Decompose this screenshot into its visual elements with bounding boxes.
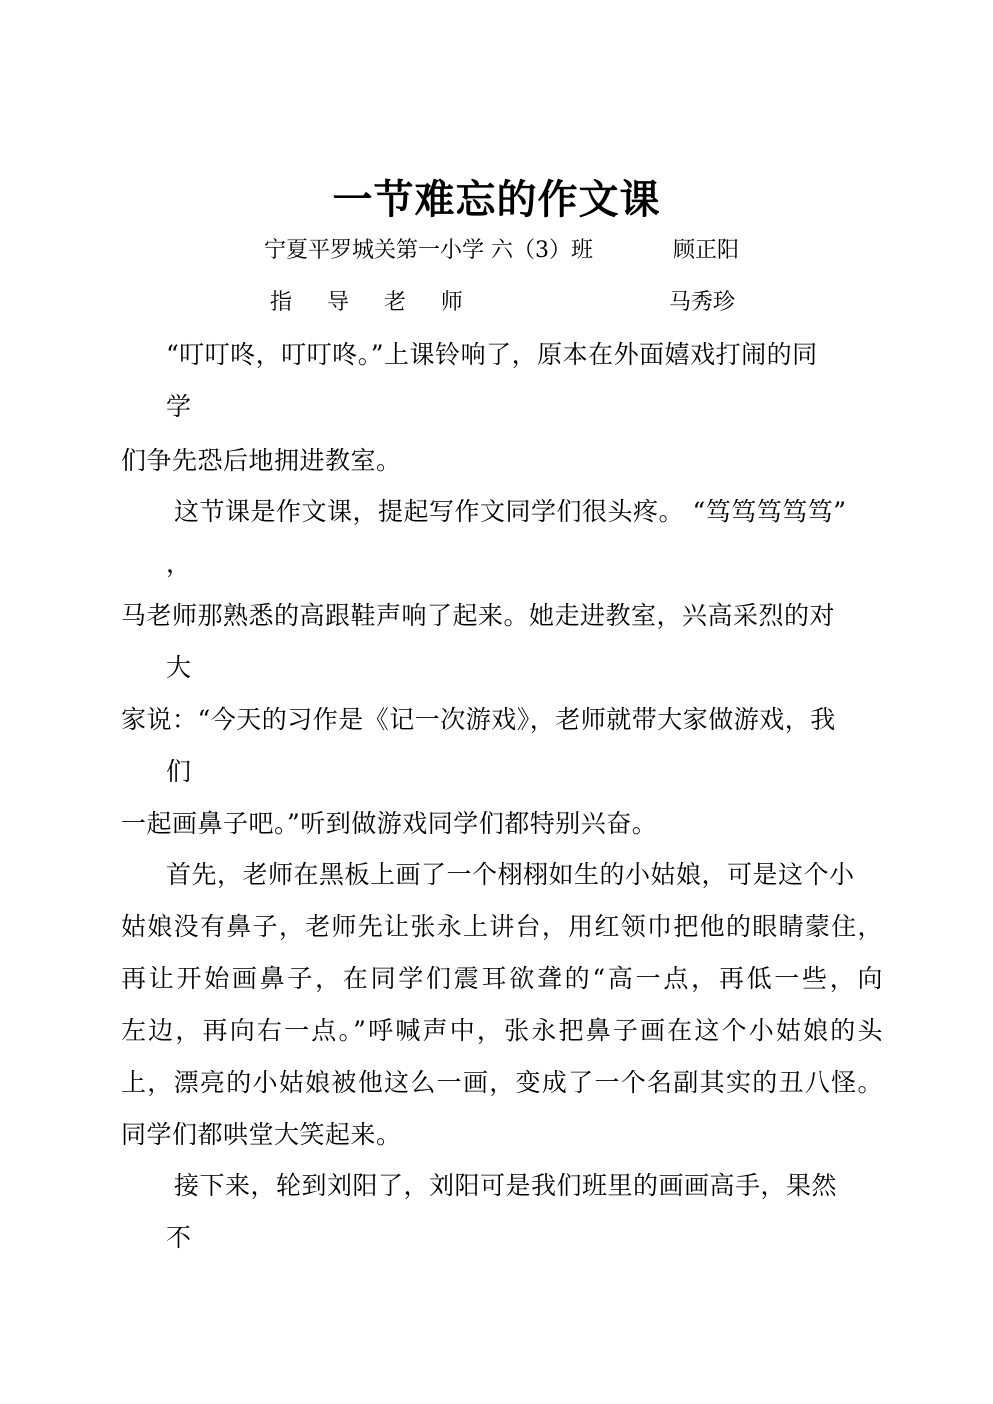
- body-line-2: 学: [166, 392, 192, 421]
- body-line-7: 大: [166, 653, 192, 682]
- body-line-16: 同学们都哄堂大笑起来。: [121, 1120, 402, 1149]
- body-line-15: 上，漂亮的小姑娘被他这么一画，变成了一个名副其实的丑八怪。: [121, 1068, 883, 1097]
- body-line-18: 不: [166, 1223, 192, 1252]
- body-line-9: 们: [166, 757, 192, 786]
- essay-title: 一节难忘的作文课: [332, 176, 661, 223]
- body-line-5: ，: [166, 549, 192, 578]
- body-line-10: 一起画鼻子吧。”听到做游戏同学们都特别兴奋。: [121, 809, 658, 838]
- body-line-12: 姑娘没有鼻子，老师先让张永上讲台，用红领巾把他的眼睛蒙住，: [121, 912, 883, 941]
- body-line-1: “叮叮咚，叮叮咚。”上课铃响了，原本在外面嬉戏打闹的同: [166, 340, 818, 369]
- advisor-label: 指 导 老 师: [270, 290, 463, 315]
- body-line-6: 马老师那熟悉的高跟鞋声响了起来。她走进教室，兴高采烈的对: [121, 601, 836, 630]
- body-line-17: 接下来，轮到刘阳了，刘阳可是我们班里的画画高手，果然: [174, 1171, 838, 1200]
- advisor-name: 马秀珍: [669, 290, 736, 315]
- body-line-4: 这节课是作文课，提起写作文同学们很头疼。 “笃笃笃笃笃”: [174, 497, 847, 526]
- body-line-13: 再让开始画鼻子，在同学们震耳欲聋的“高一点，再低一些，向: [121, 964, 883, 993]
- body-line-11: 首先，老师在黑板上画了一个栩栩如生的小姑娘，可是这个小: [166, 860, 855, 889]
- author-name: 顾正阳: [673, 238, 740, 263]
- school-class: 宁夏平罗城关第一小学 六（3）班: [264, 238, 593, 263]
- body-line-3: 们争先恐后地拥进教室。: [121, 446, 402, 475]
- body-line-8: 家说：“今天的习作是《记一次游戏》，老师就带大家做游戏，我: [121, 705, 836, 734]
- body-line-14: 左边，再向右一点。”呼喊声中，张永把鼻子画在这个小姑娘的头: [121, 1016, 883, 1045]
